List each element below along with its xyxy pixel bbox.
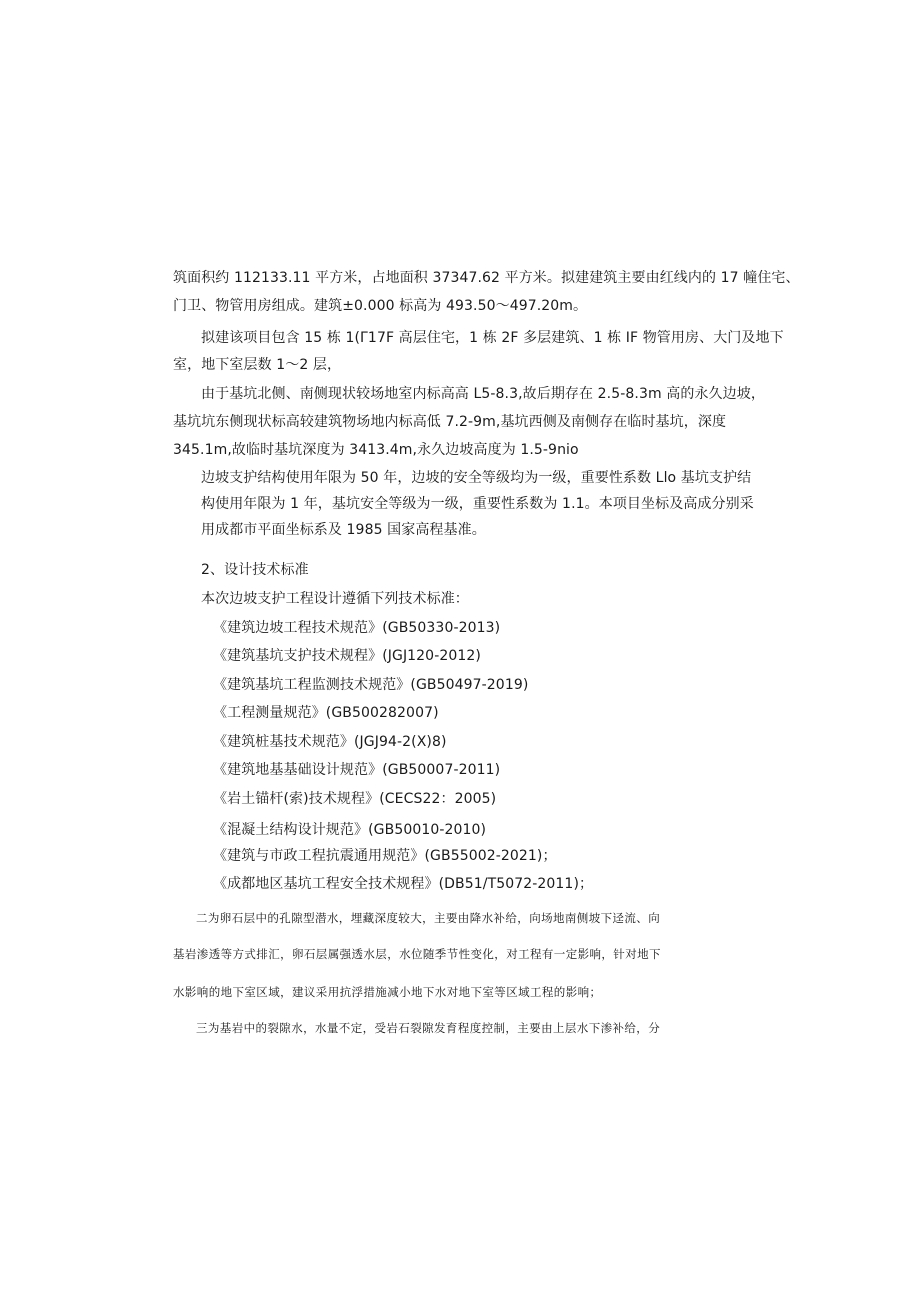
intro-line-1: 筑面积约 112133.11 平方米，占地面积 37347.62 平方米。拟建建筑主要由红线内的 17 幢住宅、 [173, 270, 800, 286]
standard-item: 《岩土锚杆(索)技术规程》(CECS22：2005) [213, 791, 497, 807]
standard-item: 《工程测量规范》(GB500282007) [213, 705, 439, 721]
groundwater-line-4: 三为基岩中的裂隙水，水量不定，受岩石裂隙发育程度控制，主要由上层水下渗补给，分 [196, 1021, 661, 1035]
safety-line-3: 用成都市平面坐标系及 1985 国家高程基准。 [201, 522, 486, 538]
slope-line-1: 由于基坑北侧、南侧现状较场地室内标高高 L5-8.3,故后期存在 2.5-8.3m 高的永久边坡， [201, 386, 765, 402]
section-intro: 本次边坡支护工程设计遵循下列技术标准： [201, 591, 469, 607]
standard-item: 《建筑边坡工程技术规范》(GB50330-2013) [213, 620, 501, 636]
section-title: 2、设计技术标准 [201, 562, 309, 578]
project-line-2: 室，地下室层数 1～2 层， [173, 357, 342, 373]
groundwater-line-1: 二为卵石层中的孔隙型潜水，埋藏深度较大，主要由降水补给，向场地南侧坡下迳流、向 [196, 911, 661, 925]
safety-line-1: 边坡支护结构使用年限为 50 年，边坡的安全等级均为一级，重要性系数 Llo 基坑支护结 [201, 470, 752, 486]
standard-item: 《成都地区基坑工程安全技术规程》(DB51/T5072-2011)； [213, 876, 594, 892]
standard-item: 《建筑地基基础设计规范》(GB50007-2011) [213, 762, 501, 778]
slope-line-3: 345.1m,故临时基坑深度为 3413.4m,永久边坡高度为 1.5-9nio [173, 442, 579, 458]
groundwater-line-3: 水影响的地下室区域，建议采用抗浮措施减小地下水对地下室等区域工程的影响； [173, 985, 602, 999]
intro-line-2: 门卫、物管用房组成。建筑±0.000 标高为 493.50～497.20m。 [173, 298, 588, 314]
project-line-1: 拟建该项目包含 15 栋 1(Γ17F 高层住宅，1 栋 2F 多层建筑、1 栋 IF 物管用房、大门及地下 [201, 330, 784, 346]
standard-item: 《混凝土结构设计规范》(GB50010-2010) [213, 822, 487, 838]
standard-item: 《建筑桩基技术规范》(JGJ94-2(X)8) [213, 734, 447, 750]
standard-item: 《建筑基坑支护技术规程》(JGJ120-2012) [213, 648, 481, 664]
groundwater-line-2: 基岩渗透等方式排汇，卵石层属强透水层，水位随季节性变化，对工程有一定影响，针对地下 [173, 947, 661, 961]
standard-item: 《建筑基坑工程监测技术规范》(GB50497-2019) [213, 677, 529, 693]
slope-line-2: 基坑坑东侧现状标高较建筑物场地内标高低 7.2-9m,基坑西侧及南侧存在临时基坑，深度 [173, 414, 727, 430]
safety-line-2: 构使用年限为 1 年，基坑安全等级为一级，重要性系数为 1.1。本项目坐标及高成分别采 [201, 496, 754, 512]
standard-item: 《建筑与市政工程抗震通用规范》(GB55002-2021)； [213, 848, 557, 864]
